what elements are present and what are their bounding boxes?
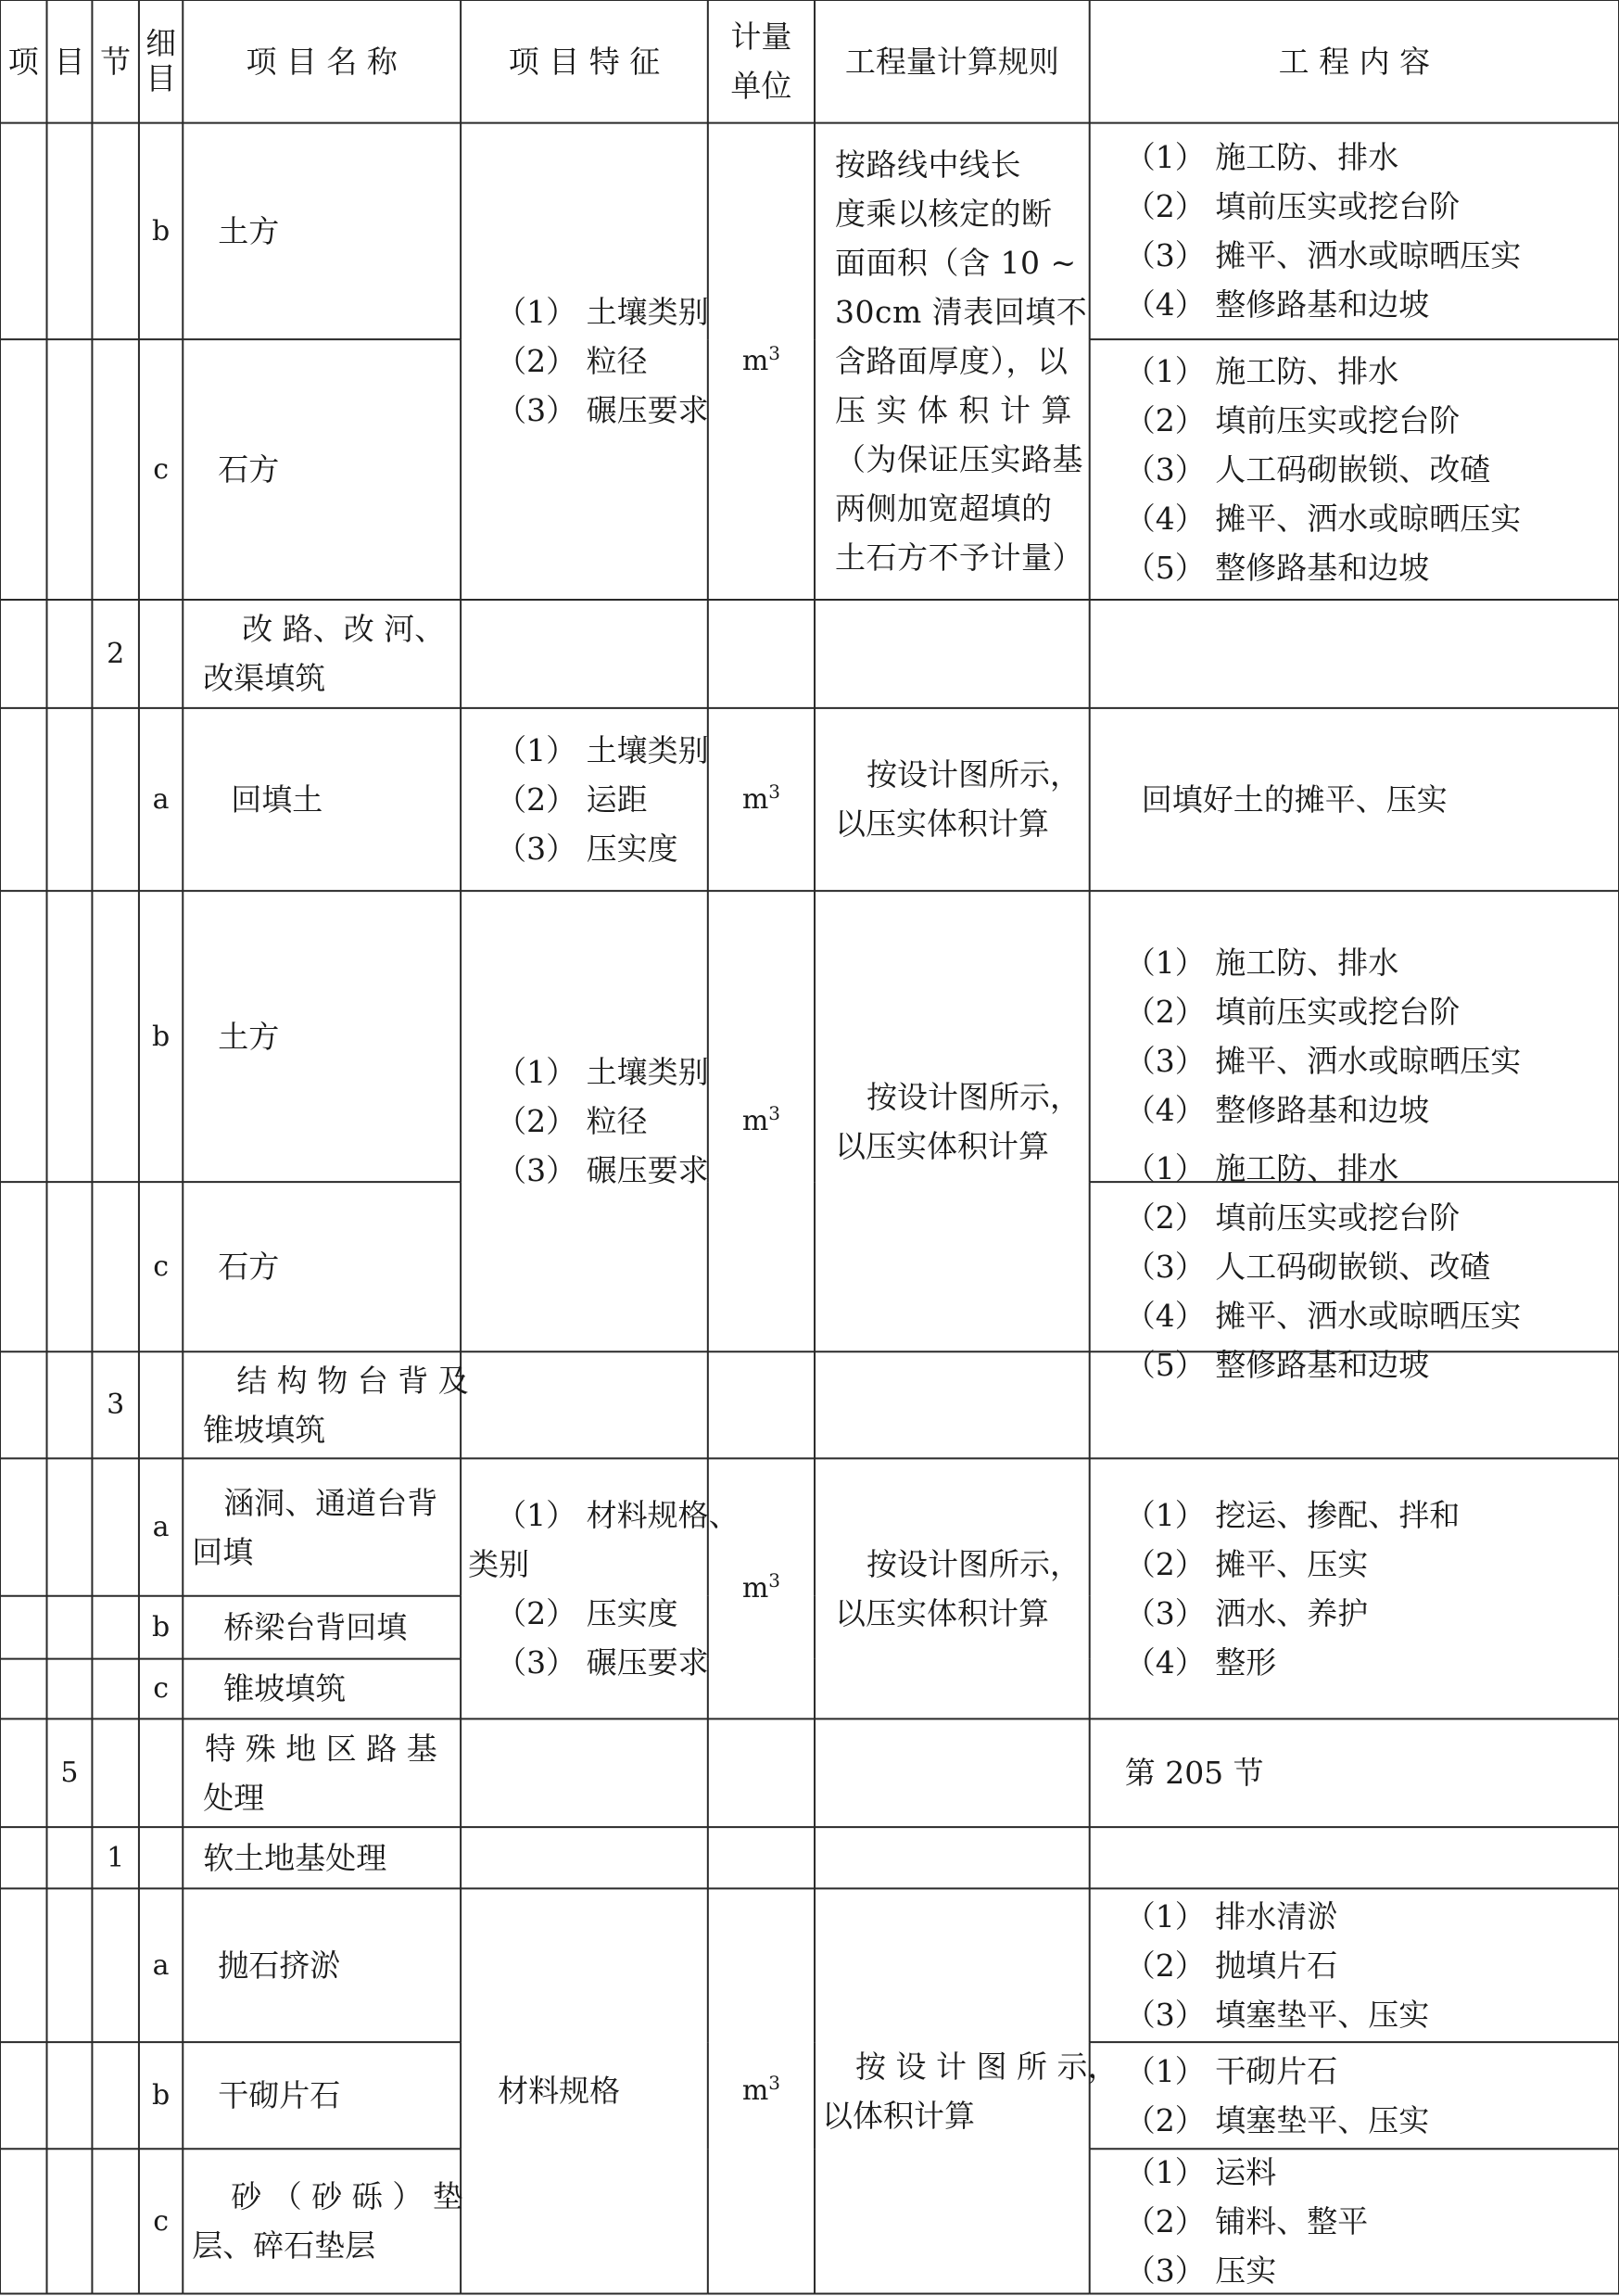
ximu-code: b bbox=[151, 1020, 171, 1053]
item-name: 土方 bbox=[218, 1018, 280, 1055]
item-name: 抛石挤淤 bbox=[218, 1947, 341, 1984]
work-content: （1） 干砌片石 （2） 填塞垫平、压实 bbox=[1124, 2052, 1430, 2138]
header-ximu: 细 目 bbox=[145, 25, 177, 97]
header-xiang: 项 bbox=[7, 43, 39, 80]
work-content: 回填好土的摊平、压实 bbox=[1141, 780, 1448, 818]
measurement-rule: 按设计图所示， 以压实体积计算 bbox=[835, 1078, 1081, 1164]
item-name: 土方 bbox=[218, 212, 280, 249]
unit-m3: $m^3$ bbox=[741, 1102, 780, 1138]
unit-m3: $m^3$ bbox=[741, 1569, 780, 1605]
measurement-rule: 按 设 计 图 所 示， 以体积计算 bbox=[822, 2048, 1119, 2134]
item-feature: （1） 土壤类别 （2） 运距 （3） 压实度 bbox=[496, 731, 709, 867]
item-feature: （1） 材料规格、 类别 （2） 压实度 （3） 碾压要求 bbox=[468, 1496, 740, 1681]
item-name: 石方 bbox=[218, 451, 280, 488]
section-code: 3 bbox=[107, 1389, 125, 1422]
item-name: 干砌片石 bbox=[218, 2077, 341, 2114]
ximu-code: b bbox=[151, 1611, 171, 1644]
ximu-code: c bbox=[153, 1672, 169, 1706]
header-name: 项 目 名 称 bbox=[246, 43, 398, 80]
header-unit: 计量 单位 bbox=[730, 19, 792, 105]
work-content: 第 205 节 bbox=[1124, 1755, 1264, 1792]
ximu-code: a bbox=[152, 1511, 170, 1544]
item-code: 5 bbox=[60, 1757, 79, 1790]
unit-m3: $m^3$ bbox=[741, 2072, 780, 2108]
section-code: 1 bbox=[107, 1841, 125, 1874]
ximu-code: a bbox=[152, 1948, 170, 1982]
ximu-code: c bbox=[153, 453, 169, 487]
item-feature: （1） 土壤类别 （2） 粒径 （3） 碾压要求 bbox=[496, 1054, 709, 1189]
item-feature: （1） 土壤类别 （2） 粒径 （3） 碾压要求 bbox=[496, 294, 709, 429]
work-content: （1） 挖运、掺配、拌和 （2） 摊平、压实 （3） 洒水、养护 （4） 整形 bbox=[1124, 1496, 1461, 1681]
item-name: 桥梁台背回填 bbox=[223, 1609, 408, 1646]
unit-m3: $m^3$ bbox=[741, 342, 780, 378]
work-content: （1） 运料 （2） 铺料、整平 （3） 压实 bbox=[1124, 2153, 1369, 2289]
item-name: 回填土 bbox=[231, 780, 323, 818]
work-content: （1） 排水清淤 （2） 抛填片石 （3） 填塞垫平、压实 bbox=[1124, 1897, 1430, 2033]
item-name: 石方 bbox=[218, 1249, 280, 1286]
header-rule: 工程量计算规则 bbox=[844, 43, 1059, 80]
section-name: 结 构 物 台 背 及 锥坡填筑 bbox=[203, 1362, 469, 1448]
measurement-rule: 按设计图所示， 以压实体积计算 bbox=[835, 756, 1081, 843]
header-jie: 节 bbox=[100, 43, 132, 80]
item-name: 涵洞、通道台背 回填 bbox=[192, 1484, 438, 1570]
work-content: （1） 施工防、排水 （2） 填前压实或挖台阶 （3） 摊平、洒水或晾晒压实 （4） 整修路基和边坡 bbox=[1124, 945, 1522, 1129]
item-feature: 材料规格 bbox=[498, 2073, 621, 2110]
section-name: 改 路、改 河、 改渠填筑 bbox=[203, 611, 446, 697]
ximu-code: a bbox=[152, 782, 170, 816]
measurement-rule: 按设计图所示， 以压实体积计算 bbox=[835, 1545, 1081, 1631]
work-content: （1） 施工防、排水 （2） 填前压实或挖台阶 （3） 摊平、洒水或晾晒压实 （4） 整修路基和边坡 bbox=[1124, 139, 1522, 323]
item-name: 锥坡填筑 bbox=[223, 1670, 347, 1707]
section-code: 2 bbox=[107, 637, 125, 670]
header-content: 工 程 内 容 bbox=[1278, 43, 1431, 80]
unit-m3: $m^3$ bbox=[741, 780, 780, 816]
ximu-code: c bbox=[153, 1250, 169, 1284]
ximu-code: b bbox=[151, 2079, 171, 2112]
header-mu: 目 bbox=[54, 43, 85, 80]
measurement-rule: 按路线中线长 度乘以核定的断 面面积（含 10 ~ 30cm 清表回填不 含路面厚度），以 压 实 体 积 计 算 （为保证压实路基 两侧加宽超填的 土石方不予计量） bbox=[835, 146, 1088, 577]
ximu-code: c bbox=[153, 2204, 169, 2238]
section-name: 软土地基处理 bbox=[203, 1839, 387, 1876]
work-content: （1） 施工防、排水 （2） 填前压实或挖台阶 （3） 人工码砌嵌锁、改碴 （4） 摊平、洒水或晾晒压实 （5） 整修路基和边坡 bbox=[1124, 353, 1522, 587]
ximu-code: b bbox=[151, 214, 171, 247]
header-feature: 项 目 特 征 bbox=[508, 43, 661, 80]
work-content: （1） 施工防、排水 （2） 填前压实或挖台阶 （3） 人工码砌嵌锁、改碴 （4） 摊平、洒水或晾晒压实 （5） 整修路基和边坡 bbox=[1124, 1150, 1522, 1384]
item-group-name: 特 殊 地 区 路 基 处理 bbox=[203, 1730, 437, 1816]
item-name: 砂 （ 砂 砾 ） 垫 层、碎石垫层 bbox=[192, 2178, 463, 2264]
